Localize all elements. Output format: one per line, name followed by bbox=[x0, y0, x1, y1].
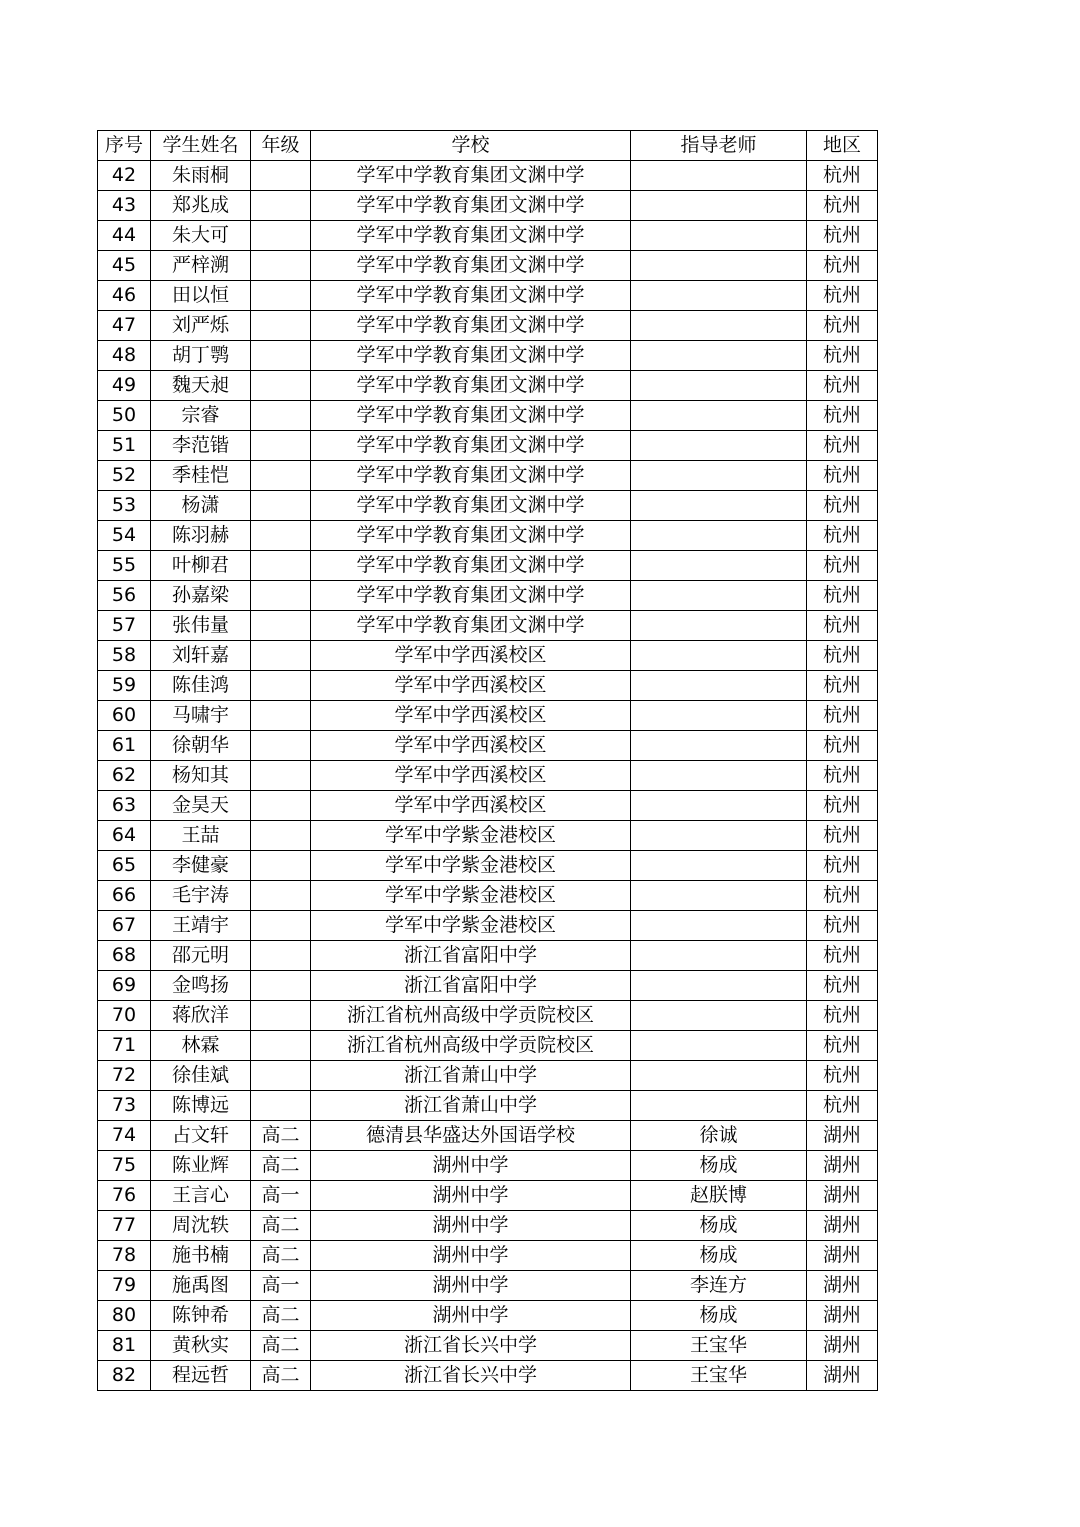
cell-region: 杭州 bbox=[807, 221, 878, 251]
cell-teacher bbox=[631, 911, 807, 941]
cell-number: 75 bbox=[98, 1151, 151, 1181]
cell-teacher bbox=[631, 1031, 807, 1061]
cell-region: 杭州 bbox=[807, 791, 878, 821]
cell-number: 56 bbox=[98, 581, 151, 611]
cell-number: 65 bbox=[98, 851, 151, 881]
cell-school: 湖州中学 bbox=[311, 1241, 631, 1271]
cell-number: 73 bbox=[98, 1091, 151, 1121]
cell-student-name: 叶柳君 bbox=[151, 551, 251, 581]
header-school: 学校 bbox=[311, 131, 631, 161]
cell-teacher bbox=[631, 401, 807, 431]
cell-region: 杭州 bbox=[807, 851, 878, 881]
cell-grade bbox=[251, 1001, 311, 1031]
table-row bbox=[98, 281, 878, 311]
cell-region: 湖州 bbox=[807, 1331, 878, 1361]
cell-teacher: 李连方 bbox=[631, 1271, 807, 1301]
cell-student-name: 蒋欣洋 bbox=[151, 1001, 251, 1031]
cell-grade bbox=[251, 551, 311, 581]
table-row bbox=[98, 311, 878, 341]
cell-region: 杭州 bbox=[807, 491, 878, 521]
cell-region: 湖州 bbox=[807, 1301, 878, 1331]
cell-number: 66 bbox=[98, 881, 151, 911]
cell-number: 64 bbox=[98, 821, 151, 851]
cell-grade: 高一 bbox=[251, 1271, 311, 1301]
cell-teacher: 徐诚 bbox=[631, 1121, 807, 1151]
cell-number: 78 bbox=[98, 1241, 151, 1271]
cell-school: 学军中学教育集团文渊中学 bbox=[311, 491, 631, 521]
table-row bbox=[98, 491, 878, 521]
cell-student-name: 魏天昶 bbox=[151, 371, 251, 401]
table-row bbox=[98, 521, 878, 551]
cell-school: 学军中学教育集团文渊中学 bbox=[311, 161, 631, 191]
header-number: 序号 bbox=[98, 131, 151, 161]
table-row bbox=[98, 1091, 878, 1121]
cell-number: 45 bbox=[98, 251, 151, 281]
cell-region: 杭州 bbox=[807, 461, 878, 491]
cell-student-name: 金昊天 bbox=[151, 791, 251, 821]
cell-student-name: 田以恒 bbox=[151, 281, 251, 311]
cell-student-name: 陈博远 bbox=[151, 1091, 251, 1121]
cell-teacher bbox=[631, 371, 807, 401]
cell-school: 浙江省萧山中学 bbox=[311, 1091, 631, 1121]
cell-school: 浙江省杭州高级中学贡院校区 bbox=[311, 1031, 631, 1061]
cell-student-name: 林霖 bbox=[151, 1031, 251, 1061]
cell-school: 浙江省富阳中学 bbox=[311, 971, 631, 1001]
cell-grade bbox=[251, 1061, 311, 1091]
cell-student-name: 黄秋实 bbox=[151, 1331, 251, 1361]
cell-student-name: 孙嘉梁 bbox=[151, 581, 251, 611]
table-row bbox=[98, 461, 878, 491]
student-roster-table bbox=[97, 130, 878, 1391]
cell-grade: 高二 bbox=[251, 1301, 311, 1331]
cell-region: 杭州 bbox=[807, 671, 878, 701]
cell-teacher bbox=[631, 311, 807, 341]
cell-number: 59 bbox=[98, 671, 151, 701]
table-row bbox=[98, 1271, 878, 1301]
cell-region: 杭州 bbox=[807, 1031, 878, 1061]
cell-number: 80 bbox=[98, 1301, 151, 1331]
cell-region: 湖州 bbox=[807, 1181, 878, 1211]
cell-student-name: 邵元明 bbox=[151, 941, 251, 971]
cell-teacher bbox=[631, 641, 807, 671]
cell-school: 湖州中学 bbox=[311, 1181, 631, 1211]
cell-number: 50 bbox=[98, 401, 151, 431]
table-row bbox=[98, 1151, 878, 1181]
table-row bbox=[98, 971, 878, 1001]
cell-region: 杭州 bbox=[807, 161, 878, 191]
cell-number: 51 bbox=[98, 431, 151, 461]
table-row bbox=[98, 341, 878, 371]
cell-student-name: 毛宇涛 bbox=[151, 881, 251, 911]
table-row bbox=[98, 251, 878, 281]
table-row bbox=[98, 1181, 878, 1211]
roster-body bbox=[98, 161, 878, 1391]
table-row bbox=[98, 1301, 878, 1331]
cell-grade bbox=[251, 791, 311, 821]
cell-teacher bbox=[631, 611, 807, 641]
cell-grade bbox=[251, 371, 311, 401]
cell-teacher bbox=[631, 551, 807, 581]
cell-number: 82 bbox=[98, 1361, 151, 1391]
table-row bbox=[98, 701, 878, 731]
table-row bbox=[98, 401, 878, 431]
table-row bbox=[98, 191, 878, 221]
cell-student-name: 金鸣扬 bbox=[151, 971, 251, 1001]
cell-school: 学军中学教育集团文渊中学 bbox=[311, 521, 631, 551]
cell-grade bbox=[251, 971, 311, 1001]
cell-school: 学军中学西溪校区 bbox=[311, 791, 631, 821]
cell-grade bbox=[251, 911, 311, 941]
cell-number: 46 bbox=[98, 281, 151, 311]
table-row bbox=[98, 611, 878, 641]
cell-student-name: 胡丁鹗 bbox=[151, 341, 251, 371]
cell-region: 杭州 bbox=[807, 311, 878, 341]
cell-teacher bbox=[631, 1091, 807, 1121]
cell-school: 学军中学西溪校区 bbox=[311, 731, 631, 761]
table-row bbox=[98, 1331, 878, 1361]
cell-student-name: 徐佳斌 bbox=[151, 1061, 251, 1091]
cell-teacher bbox=[631, 281, 807, 311]
table-row bbox=[98, 161, 878, 191]
table-row bbox=[98, 1031, 878, 1061]
header-region: 地区 bbox=[807, 131, 878, 161]
cell-student-name: 王言心 bbox=[151, 1181, 251, 1211]
cell-teacher bbox=[631, 521, 807, 551]
cell-region: 杭州 bbox=[807, 881, 878, 911]
cell-teacher bbox=[631, 1001, 807, 1031]
table-row bbox=[98, 641, 878, 671]
cell-school: 浙江省萧山中学 bbox=[311, 1061, 631, 1091]
cell-grade bbox=[251, 251, 311, 281]
cell-region: 杭州 bbox=[807, 371, 878, 401]
table-row bbox=[98, 431, 878, 461]
header-grade: 年级 bbox=[251, 131, 311, 161]
cell-school: 学军中学西溪校区 bbox=[311, 671, 631, 701]
cell-student-name: 严梓溯 bbox=[151, 251, 251, 281]
cell-region: 杭州 bbox=[807, 1091, 878, 1121]
cell-teacher bbox=[631, 821, 807, 851]
cell-student-name: 朱大可 bbox=[151, 221, 251, 251]
cell-number: 52 bbox=[98, 461, 151, 491]
cell-number: 42 bbox=[98, 161, 151, 191]
cell-teacher bbox=[631, 701, 807, 731]
cell-school: 学军中学紫金港校区 bbox=[311, 881, 631, 911]
cell-grade: 高二 bbox=[251, 1151, 311, 1181]
cell-region: 杭州 bbox=[807, 641, 878, 671]
cell-student-name: 郑兆成 bbox=[151, 191, 251, 221]
cell-grade bbox=[251, 401, 311, 431]
cell-region: 湖州 bbox=[807, 1211, 878, 1241]
cell-grade bbox=[251, 761, 311, 791]
cell-grade bbox=[251, 821, 311, 851]
cell-teacher bbox=[631, 341, 807, 371]
cell-school: 学军中学西溪校区 bbox=[311, 761, 631, 791]
table-row bbox=[98, 671, 878, 701]
table-row bbox=[98, 731, 878, 761]
cell-student-name: 施书楠 bbox=[151, 1241, 251, 1271]
cell-school: 德清县华盛达外国语学校 bbox=[311, 1121, 631, 1151]
table-row bbox=[98, 941, 878, 971]
cell-student-name: 李健豪 bbox=[151, 851, 251, 881]
cell-number: 79 bbox=[98, 1271, 151, 1301]
header-teacher: 指导老师 bbox=[631, 131, 807, 161]
cell-number: 58 bbox=[98, 641, 151, 671]
cell-grade bbox=[251, 641, 311, 671]
cell-grade bbox=[251, 461, 311, 491]
cell-region: 湖州 bbox=[807, 1271, 878, 1301]
cell-region: 杭州 bbox=[807, 341, 878, 371]
cell-number: 69 bbox=[98, 971, 151, 1001]
cell-school: 学军中学紫金港校区 bbox=[311, 851, 631, 881]
cell-teacher bbox=[631, 731, 807, 761]
table-row bbox=[98, 371, 878, 401]
cell-school: 湖州中学 bbox=[311, 1151, 631, 1181]
cell-student-name: 李范锴 bbox=[151, 431, 251, 461]
cell-number: 72 bbox=[98, 1061, 151, 1091]
cell-number: 68 bbox=[98, 941, 151, 971]
cell-school: 学军中学教育集团文渊中学 bbox=[311, 551, 631, 581]
cell-region: 杭州 bbox=[807, 821, 878, 851]
cell-teacher bbox=[631, 221, 807, 251]
cell-teacher bbox=[631, 431, 807, 461]
cell-number: 71 bbox=[98, 1031, 151, 1061]
cell-student-name: 宗睿 bbox=[151, 401, 251, 431]
table-row bbox=[98, 791, 878, 821]
cell-school: 浙江省富阳中学 bbox=[311, 941, 631, 971]
cell-school: 学军中学教育集团文渊中学 bbox=[311, 221, 631, 251]
cell-region: 杭州 bbox=[807, 611, 878, 641]
cell-student-name: 占文轩 bbox=[151, 1121, 251, 1151]
cell-student-name: 马啸宇 bbox=[151, 701, 251, 731]
cell-number: 44 bbox=[98, 221, 151, 251]
cell-teacher bbox=[631, 671, 807, 701]
cell-student-name: 王喆 bbox=[151, 821, 251, 851]
cell-region: 杭州 bbox=[807, 251, 878, 281]
cell-region: 杭州 bbox=[807, 1001, 878, 1031]
cell-grade bbox=[251, 491, 311, 521]
cell-region: 杭州 bbox=[807, 191, 878, 221]
cell-teacher bbox=[631, 461, 807, 491]
cell-grade bbox=[251, 431, 311, 461]
cell-school: 学军中学教育集团文渊中学 bbox=[311, 191, 631, 221]
cell-teacher bbox=[631, 791, 807, 821]
cell-teacher bbox=[631, 1061, 807, 1091]
cell-grade: 高二 bbox=[251, 1361, 311, 1391]
cell-region: 杭州 bbox=[807, 701, 878, 731]
cell-teacher bbox=[631, 941, 807, 971]
cell-school: 学军中学教育集团文渊中学 bbox=[311, 581, 631, 611]
table-row bbox=[98, 821, 878, 851]
table-row bbox=[98, 761, 878, 791]
cell-number: 74 bbox=[98, 1121, 151, 1151]
cell-student-name: 陈佳鸿 bbox=[151, 671, 251, 701]
cell-number: 63 bbox=[98, 791, 151, 821]
cell-region: 湖州 bbox=[807, 1361, 878, 1391]
cell-school: 浙江省长兴中学 bbox=[311, 1361, 631, 1391]
cell-number: 54 bbox=[98, 521, 151, 551]
cell-grade bbox=[251, 611, 311, 641]
cell-student-name: 陈业辉 bbox=[151, 1151, 251, 1181]
cell-student-name: 刘轩嘉 bbox=[151, 641, 251, 671]
cell-grade bbox=[251, 581, 311, 611]
cell-school: 学军中学教育集团文渊中学 bbox=[311, 251, 631, 281]
cell-number: 47 bbox=[98, 311, 151, 341]
cell-school: 学军中学教育集团文渊中学 bbox=[311, 311, 631, 341]
cell-number: 53 bbox=[98, 491, 151, 521]
cell-grade bbox=[251, 701, 311, 731]
cell-teacher bbox=[631, 971, 807, 1001]
cell-teacher bbox=[631, 491, 807, 521]
cell-region: 杭州 bbox=[807, 971, 878, 1001]
cell-region: 湖州 bbox=[807, 1241, 878, 1271]
cell-number: 60 bbox=[98, 701, 151, 731]
cell-student-name: 陈钟希 bbox=[151, 1301, 251, 1331]
cell-student-name: 季桂恺 bbox=[151, 461, 251, 491]
cell-teacher bbox=[631, 581, 807, 611]
cell-region: 杭州 bbox=[807, 941, 878, 971]
cell-grade bbox=[251, 671, 311, 701]
cell-school: 湖州中学 bbox=[311, 1211, 631, 1241]
cell-school: 湖州中学 bbox=[311, 1271, 631, 1301]
cell-number: 43 bbox=[98, 191, 151, 221]
table-row bbox=[98, 1061, 878, 1091]
cell-grade bbox=[251, 191, 311, 221]
cell-teacher: 赵朕博 bbox=[631, 1181, 807, 1211]
cell-teacher bbox=[631, 251, 807, 281]
cell-number: 62 bbox=[98, 761, 151, 791]
cell-region: 杭州 bbox=[807, 401, 878, 431]
cell-grade: 高一 bbox=[251, 1181, 311, 1211]
cell-student-name: 杨知其 bbox=[151, 761, 251, 791]
table-row bbox=[98, 911, 878, 941]
cell-teacher bbox=[631, 761, 807, 791]
cell-grade bbox=[251, 881, 311, 911]
cell-school: 学军中学教育集团文渊中学 bbox=[311, 281, 631, 311]
header-row bbox=[98, 131, 878, 161]
cell-grade bbox=[251, 941, 311, 971]
header-student-name: 学生姓名 bbox=[151, 131, 251, 161]
cell-school: 浙江省杭州高级中学贡院校区 bbox=[311, 1001, 631, 1031]
table-row bbox=[98, 221, 878, 251]
cell-teacher: 杨成 bbox=[631, 1151, 807, 1181]
cell-teacher bbox=[631, 161, 807, 191]
cell-student-name: 程远哲 bbox=[151, 1361, 251, 1391]
cell-student-name: 刘严烁 bbox=[151, 311, 251, 341]
cell-grade bbox=[251, 851, 311, 881]
cell-region: 杭州 bbox=[807, 761, 878, 791]
cell-student-name: 陈羽赫 bbox=[151, 521, 251, 551]
cell-region: 杭州 bbox=[807, 731, 878, 761]
cell-number: 70 bbox=[98, 1001, 151, 1031]
cell-region: 杭州 bbox=[807, 431, 878, 461]
cell-grade: 高二 bbox=[251, 1121, 311, 1151]
cell-teacher bbox=[631, 881, 807, 911]
cell-grade bbox=[251, 311, 311, 341]
cell-grade: 高二 bbox=[251, 1331, 311, 1361]
cell-student-name: 王靖宇 bbox=[151, 911, 251, 941]
cell-teacher: 杨成 bbox=[631, 1301, 807, 1331]
cell-number: 77 bbox=[98, 1211, 151, 1241]
cell-region: 杭州 bbox=[807, 581, 878, 611]
cell-grade bbox=[251, 1031, 311, 1061]
cell-school: 学军中学紫金港校区 bbox=[311, 911, 631, 941]
table-row bbox=[98, 1361, 878, 1391]
cell-teacher: 杨成 bbox=[631, 1211, 807, 1241]
cell-number: 55 bbox=[98, 551, 151, 581]
cell-grade bbox=[251, 731, 311, 761]
table-row bbox=[98, 851, 878, 881]
table-row bbox=[98, 1001, 878, 1031]
table-row bbox=[98, 1241, 878, 1271]
cell-grade: 高二 bbox=[251, 1241, 311, 1271]
cell-region: 杭州 bbox=[807, 1061, 878, 1091]
cell-teacher bbox=[631, 851, 807, 881]
cell-region: 杭州 bbox=[807, 911, 878, 941]
cell-number: 67 bbox=[98, 911, 151, 941]
cell-region: 湖州 bbox=[807, 1151, 878, 1181]
cell-student-name: 朱雨桐 bbox=[151, 161, 251, 191]
table-row bbox=[98, 881, 878, 911]
cell-teacher bbox=[631, 191, 807, 221]
cell-grade: 高二 bbox=[251, 1211, 311, 1241]
cell-grade bbox=[251, 1091, 311, 1121]
cell-grade bbox=[251, 221, 311, 251]
cell-school: 学军中学教育集团文渊中学 bbox=[311, 341, 631, 371]
cell-school: 学军中学教育集团文渊中学 bbox=[311, 401, 631, 431]
cell-teacher: 王宝华 bbox=[631, 1361, 807, 1391]
cell-number: 81 bbox=[98, 1331, 151, 1361]
cell-teacher: 杨成 bbox=[631, 1241, 807, 1271]
cell-student-name: 杨潇 bbox=[151, 491, 251, 521]
cell-grade bbox=[251, 521, 311, 551]
cell-number: 49 bbox=[98, 371, 151, 401]
cell-student-name: 张伟量 bbox=[151, 611, 251, 641]
cell-school: 学军中学西溪校区 bbox=[311, 701, 631, 731]
table-row bbox=[98, 551, 878, 581]
cell-school: 学军中学教育集团文渊中学 bbox=[311, 431, 631, 461]
cell-school: 学军中学教育集团文渊中学 bbox=[311, 461, 631, 491]
cell-number: 61 bbox=[98, 731, 151, 761]
cell-school: 学军中学教育集团文渊中学 bbox=[311, 371, 631, 401]
cell-school: 学军中学教育集团文渊中学 bbox=[311, 611, 631, 641]
cell-number: 76 bbox=[98, 1181, 151, 1211]
cell-teacher: 王宝华 bbox=[631, 1331, 807, 1361]
cell-region: 湖州 bbox=[807, 1121, 878, 1151]
cell-school: 浙江省长兴中学 bbox=[311, 1331, 631, 1361]
cell-grade bbox=[251, 281, 311, 311]
table-row bbox=[98, 1211, 878, 1241]
cell-school: 学军中学西溪校区 bbox=[311, 641, 631, 671]
cell-school: 湖州中学 bbox=[311, 1301, 631, 1331]
cell-grade bbox=[251, 161, 311, 191]
table-row bbox=[98, 1121, 878, 1151]
cell-student-name: 徐朝华 bbox=[151, 731, 251, 761]
cell-student-name: 周沈轶 bbox=[151, 1211, 251, 1241]
cell-school: 学军中学紫金港校区 bbox=[311, 821, 631, 851]
cell-region: 杭州 bbox=[807, 281, 878, 311]
cell-number: 48 bbox=[98, 341, 151, 371]
table-row bbox=[98, 581, 878, 611]
cell-student-name: 施禹图 bbox=[151, 1271, 251, 1301]
cell-number: 57 bbox=[98, 611, 151, 641]
cell-region: 杭州 bbox=[807, 551, 878, 581]
cell-grade bbox=[251, 341, 311, 371]
cell-region: 杭州 bbox=[807, 521, 878, 551]
